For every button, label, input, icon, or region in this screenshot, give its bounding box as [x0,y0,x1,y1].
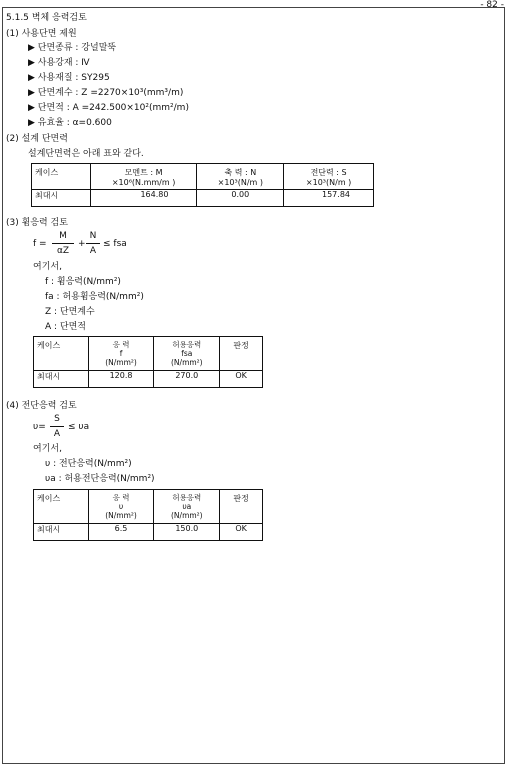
s3-def: fa : 허용휨응력(N/mm²) [45,292,144,302]
table-cell: 6.5 [88,524,154,541]
s1-item-area: ▶ 단면적 : A =242.500×10²(mm²/m) [28,103,189,113]
s2-intro: 설계단면력은 아래 표와 같다. [28,149,144,159]
s1-item-efficiency: ▶ 유효율 : α=0.600 [28,118,112,128]
table-row [34,371,263,388]
table-row [32,190,374,207]
formula-numerator: M [59,231,67,241]
table-cell: 150.0 [154,524,220,541]
table-header-case: 케이스 [34,490,89,524]
table-cell: 164.80 [90,190,197,207]
section-title: 5.1.5 벽체 응력검토 [6,13,87,23]
table-header-moment: 모멘트 : M ×10⁶(N.mm/m ) [90,164,197,190]
table-cell: 157.84 [284,190,374,207]
s4-def: υa : 허용전단응력(N/mm²) [45,474,155,484]
s1-item-modulus: ▶ 단면계수 : Z =2270×10³(mm³/m) [28,88,184,98]
table-cell: OK [220,524,263,541]
table-cell: 최대시 [34,524,89,541]
fraction-bar [50,426,64,427]
s3-def: A : 단면적 [45,322,86,332]
s3-heading: (3) 휨응력 검토 [6,218,68,228]
table-header-judgement: 판정 [220,490,263,524]
shear-check-table [33,489,263,541]
s2-heading: (2) 설계 단면력 [6,134,68,144]
table-header-shear: 전단력 : S ×10³(N/m ) [284,164,374,190]
table-cell: OK [220,371,263,388]
s3-where: 여기서, [33,262,62,272]
table-cell: 270.0 [154,371,220,388]
table-header-stress: 응 력 υ (N/mm²) [88,490,154,524]
s1-item-type: ▶ 단면종류 : 강널말뚝 [28,43,117,53]
table-cell: 최대시 [34,371,89,388]
s1-item-steel: ▶ 사용강재 : Ⅳ [28,58,90,68]
table-cell: 120.8 [88,371,154,388]
table-header-case: 케이스 [34,337,89,371]
formula-denominator: A [53,429,61,439]
s4-def: υ : 전단응력(N/mm²) [45,459,132,469]
formula-denominator: A [89,246,97,256]
s4-heading: (4) 전단응력 검토 [6,401,77,411]
formula-numerator: S [54,414,60,424]
bending-check-table [33,336,263,388]
table-header-axial: 축 력 : N ×10³(N/m ) [197,164,284,190]
s3-def: Z : 단면계수 [45,307,95,317]
fraction-bar [52,243,74,244]
table-row [34,524,263,541]
table-cell: 0.00 [197,190,284,207]
fraction-bar [86,243,100,244]
table-header-allowable: 허용응력 fsa (N/mm²) [154,337,220,371]
page-number: - 82 - [480,0,504,10]
table-cell: 최대시 [32,190,91,207]
s1-item-material: ▶ 사용재질 : SY295 [28,73,110,83]
s1-heading: (1) 사용단면 제원 [6,29,77,39]
design-force-table [31,163,374,207]
s4-where: 여기서, [33,444,62,454]
table-header-judgement: 판정 [220,337,263,371]
table-header-stress: 응 력 f (N/mm²) [88,337,154,371]
table-header-allowable: 허용응력 υa (N/mm²) [154,490,220,524]
formula-denominator: αZ [56,246,70,256]
s3-def: f : 휨응력(N/mm²) [45,277,121,287]
table-header-case: 케이스 [32,164,91,190]
formula-numerator: N [89,231,97,241]
